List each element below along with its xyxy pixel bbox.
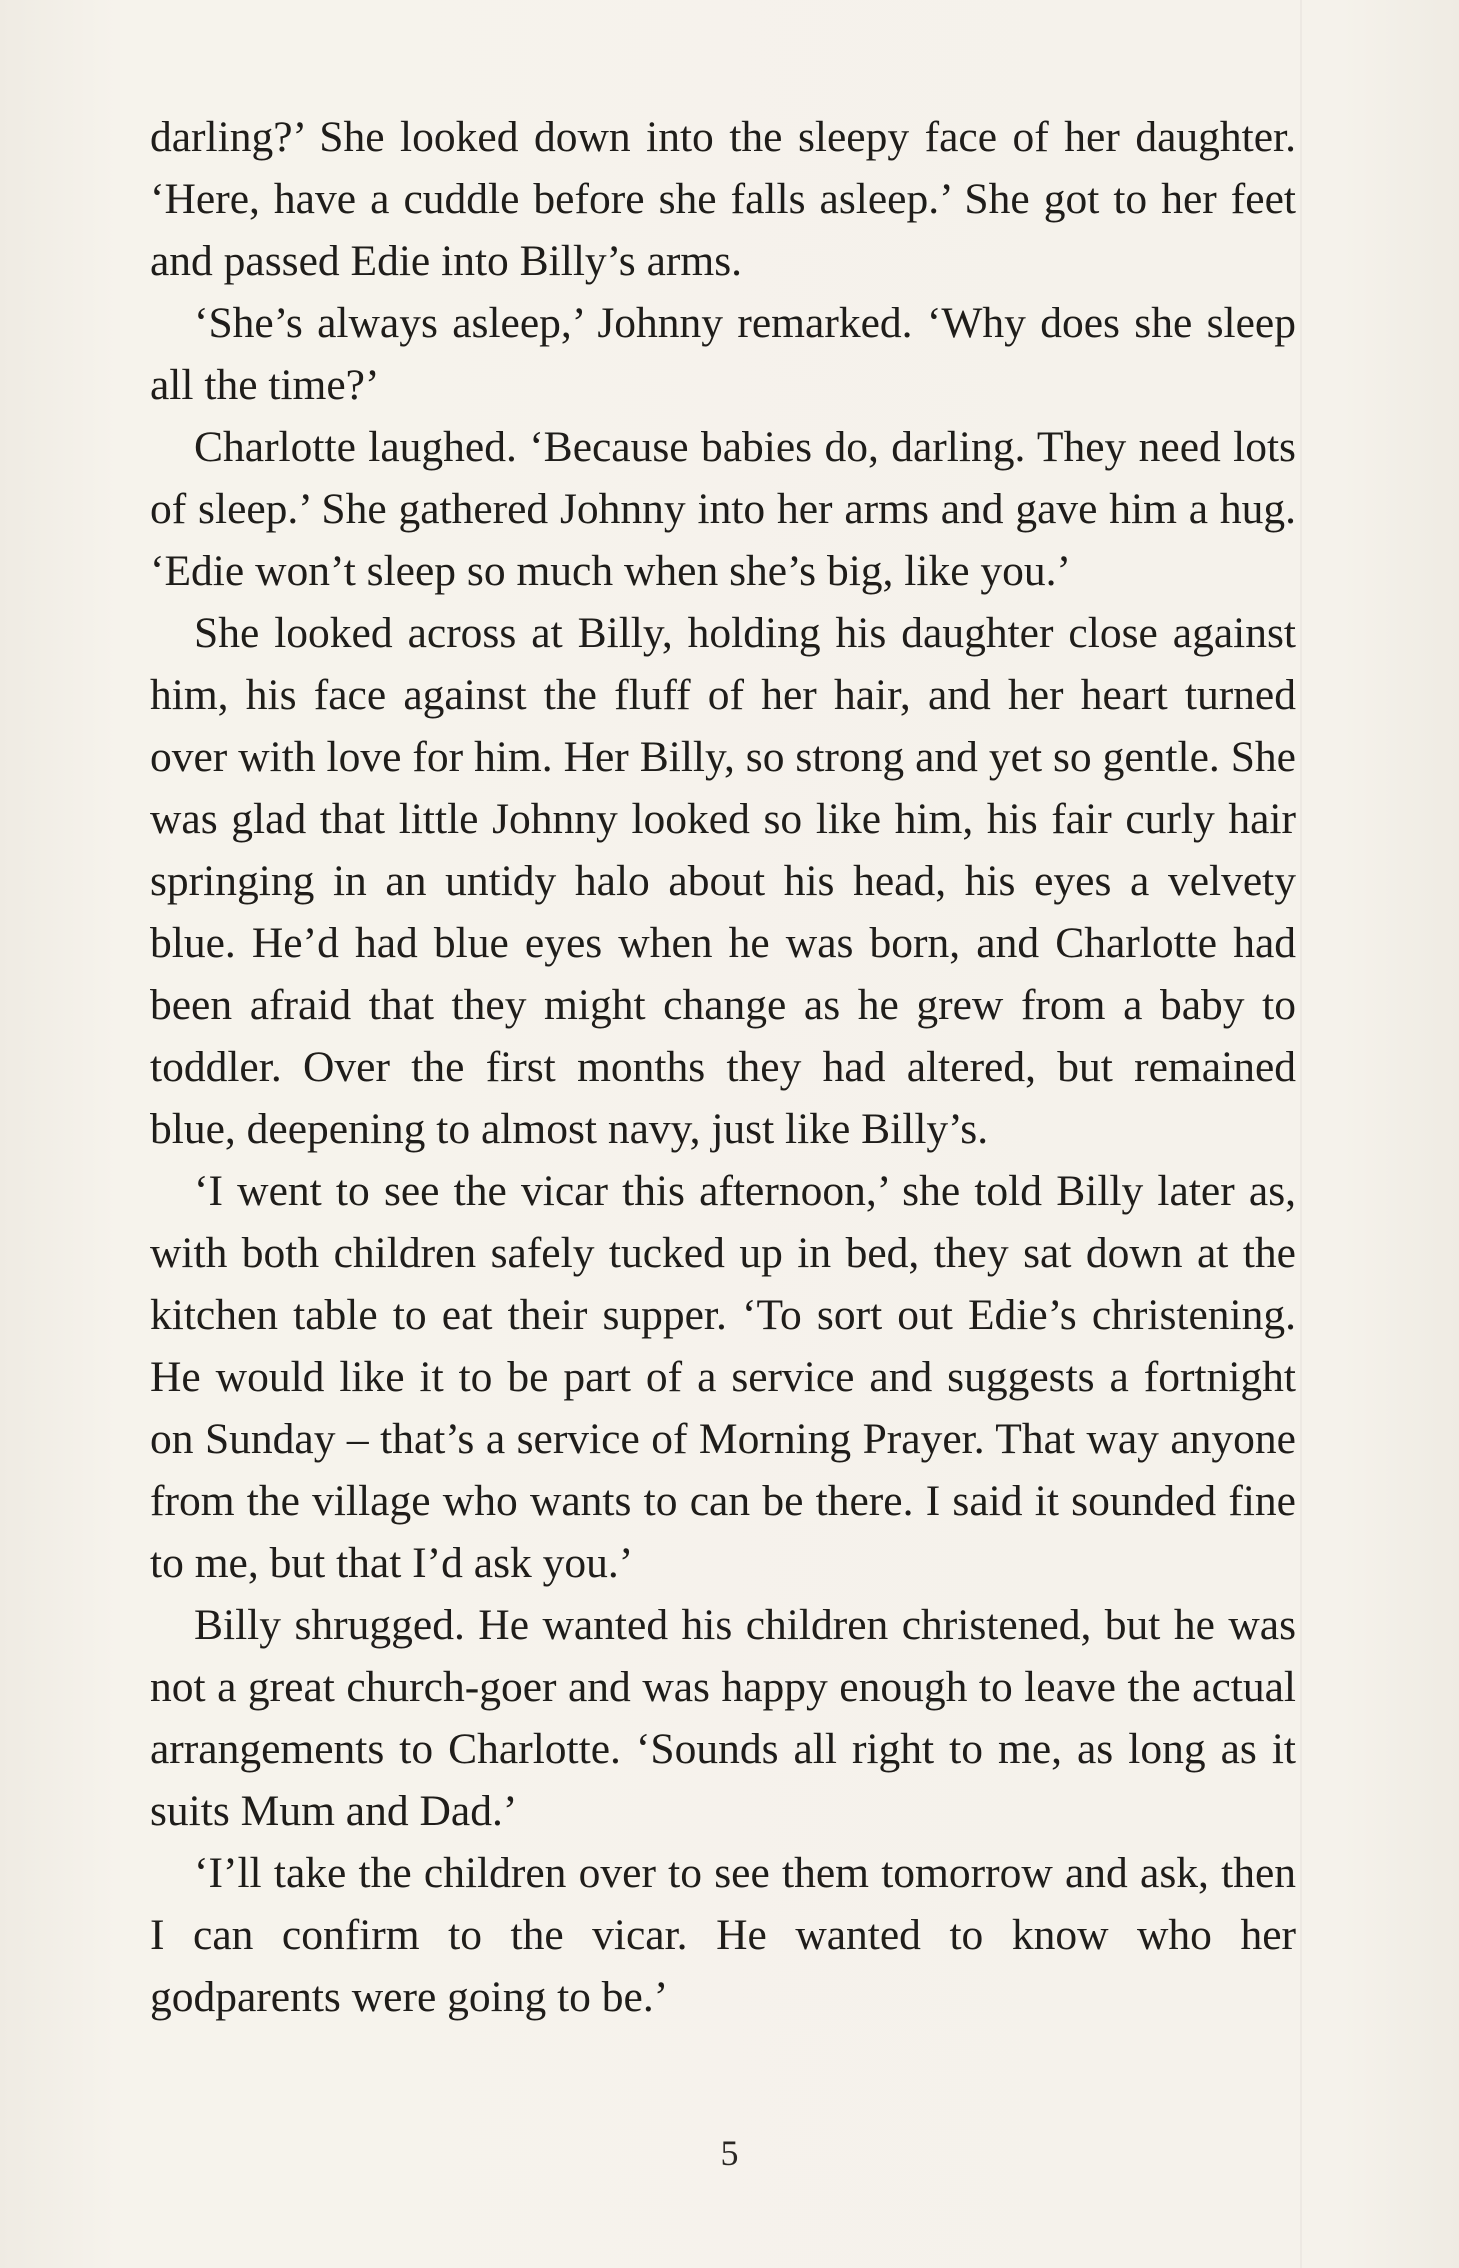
paragraph-1: darling?’ She looked down into the sleepy face of her daughter. ‘Here, have a cuddle before she falls asleep.’ She got to her feet and passed Edie into Billy’s arms.	[150, 113, 1296, 285]
page-number: 5	[720, 2133, 739, 2173]
paragraph-3: Charlotte laughed. ‘Because babies do, darling. They need lots of sleep.’ She gathered Johnny into her arms and gave him a hug. ‘Edie won’t sleep so much when she’s big, like you.’	[150, 423, 1296, 595]
paragraph-6: Billy shrugged. He wanted his children christened, but he was not a great church-goer and was happy enough to leave the actual arrangements to Charlotte. ‘Sounds all right to me, as long as it suits Mum and Dad.’	[150, 1601, 1296, 1835]
paragraph-7: ‘I’ll take the children over to see them tomorrow and ask, then I can confirm to the vicar. He wanted to know who her godparents were going to be.’	[150, 1849, 1296, 2021]
paragraph-5: ‘I went to see the vicar this afternoon,’ she told Billy later as, with both children safely tucked up in bed, they sat down at the kitchen table to eat their supper. ‘To sort out Edie’s christening. He would like it to be part of a service and suggests a fortnight on Sunday – that’s a service of Morning Prayer. That way anyone from the village who wants to can be there. I said it sounded fine to me, but that I’d ask you.’	[150, 1167, 1296, 1587]
paragraph-2: ‘She’s always asleep,’ Johnny remarked. ‘Why does she sleep all the time?’	[150, 299, 1296, 409]
page-edge-shadow	[1300, 0, 1302, 2268]
body-text	[150, 106, 1296, 2028]
paragraph-4: She looked across at Billy, holding his daughter close against him, his face against the fluff of her hair, and her heart turned over with love for him. Her Billy, so strong and yet so gentle. She was glad that little Johnny looked so like him, his fair curly hair springing in an untidy halo about his head, his eyes a velvety blue. He’d had blue eyes when he was born, and Charlotte had been afraid that they might change as he grew from a baby to toddler. Over the first months they had altered, but remained blue, deepening to almost navy, just like Billy’s.	[150, 609, 1296, 1153]
